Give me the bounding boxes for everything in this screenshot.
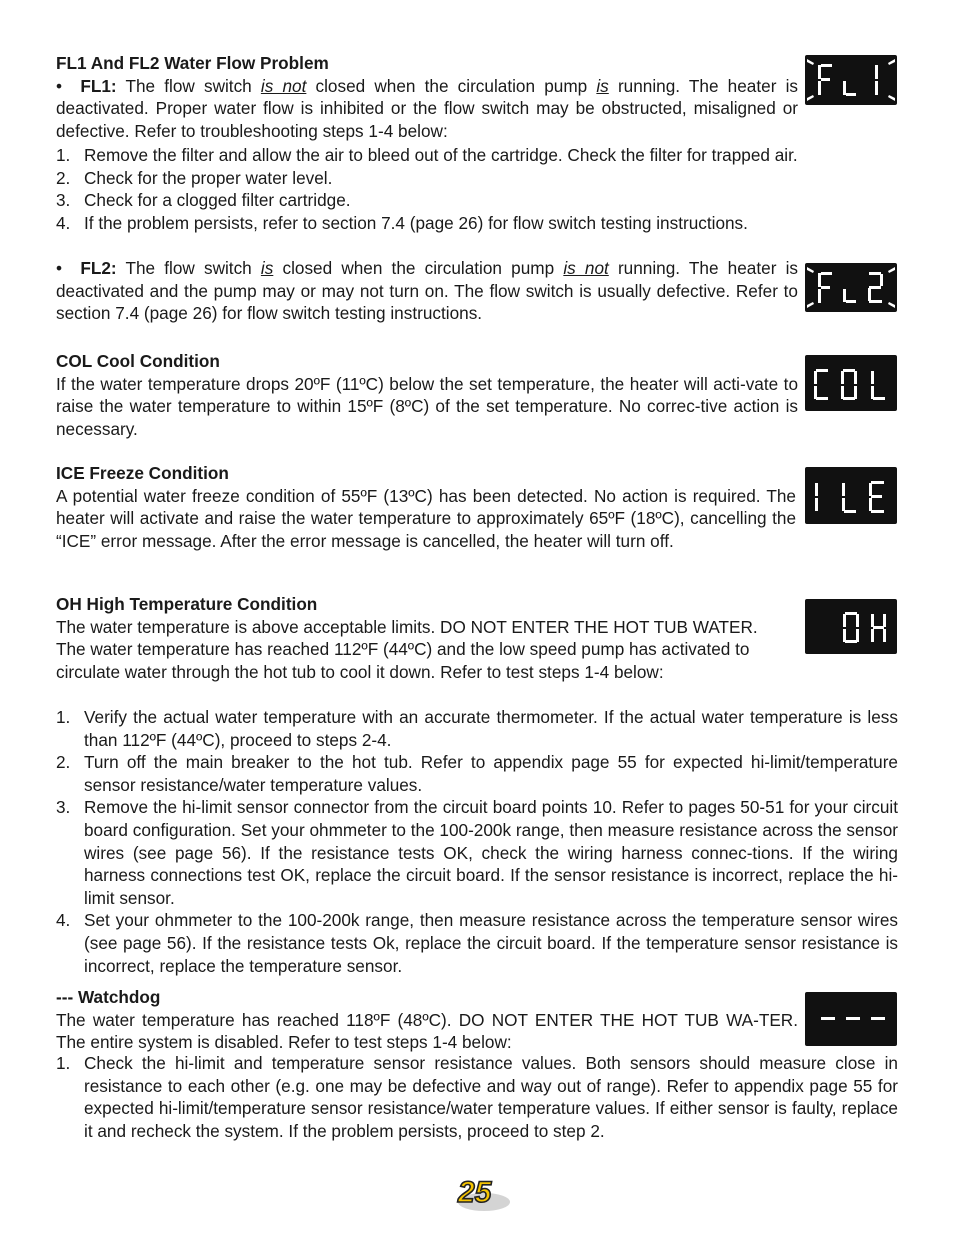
col-section bbox=[56, 350, 798, 440]
fl2-text-1: The flow switch bbox=[116, 258, 261, 278]
step-text: Turn off the main breaker to the hot tub. Refer to appendix page 55 for expected hi-limit/temperature sensor resistance/water temperature values. bbox=[84, 752, 898, 795]
list-item: 1. Verify the actual water temperature with an accurate thermometer. If the actual water temperature is less than 112ºF (44ºC), proceed to steps 2-4. bbox=[56, 707, 898, 750]
display-oh bbox=[805, 599, 897, 654]
fl2-underline-1: is bbox=[260, 258, 274, 278]
step-text: Remove the filter and allow the air to bleed out of the cartridge. Check the filter for trapped air. bbox=[84, 145, 798, 165]
fl1-underline-1: is not bbox=[260, 75, 307, 96]
wd-heading: --- Watchdog bbox=[56, 987, 161, 1007]
oh-glyphs-icon bbox=[805, 599, 897, 654]
fl1-steps bbox=[56, 144, 898, 234]
fl1-text-2: closed when the circulation pump bbox=[306, 75, 597, 96]
fl2-text-3: running. The heater is deactivated and the pump may or may not turn on. The flow switch is usually defective. Refer to section 7.4 (page 26) for flow switch testing instructions. bbox=[56, 258, 798, 324]
wd-body: The water temperature has reached 118ºF (48ºC). DO NOT ENTER THE HOT TUB WA-TER. The entire system is disabled. Refer to test steps 1-4 below: bbox=[56, 1009, 798, 1053]
fl1-text-1: The flow switch bbox=[116, 75, 261, 96]
fl2-label: FL2: bbox=[80, 258, 117, 278]
wd-section bbox=[56, 986, 798, 1054]
display-watchdog bbox=[805, 992, 897, 1046]
fl2-glyphs-icon bbox=[805, 263, 897, 312]
ice-glyphs-icon bbox=[805, 467, 897, 524]
col-glyphs-icon bbox=[805, 355, 897, 411]
ice-body: A potential water freeze condition of 55ºF (13ºC) has been detected. No action is required. The heater will activate and raise the water temperature to approximately 65ºF (18ºC), cancelling the “ICE” error message. After the error message is cancelled, the heater will turn off. bbox=[56, 485, 796, 551]
fl2-underline-2: is not bbox=[563, 258, 609, 278]
display-col bbox=[805, 355, 897, 411]
list-item: 2. Turn off the main breaker to the hot tub. Refer to appendix page 55 for expected hi-limit/temperature sensor resistance/water temperature values. bbox=[56, 752, 898, 795]
ice-heading: ICE Freeze Condition bbox=[56, 463, 229, 483]
step-text: Remove the hi-limit sensor connector from the circuit board points 10. Refer to pages 50-51 for your circuit board configuration. Set your ohmmeter to the 100-200k range, then measure resistance across the sensor wires (see page 56). If the resistance tests OK, check the wiring harness connec-tions. If the wiring harness connections test OK, replace the circuit board. If the sensor resistance is incorrect, replace the hi-limit sensor. bbox=[84, 797, 898, 908]
list-item: 1. Remove the filter and allow the air to bleed out of the cartridge. Check the filter for trapped air. bbox=[56, 145, 798, 165]
list-item: 4. If the problem persists, refer to section 7.4 (page 26) for flow switch testing instructions. bbox=[56, 212, 748, 233]
step-text: Check for the proper water level. bbox=[84, 167, 333, 188]
col-body: If the water temperature drops 20ºF (11ºC) below the set temperature, the heater will acti-vate to raise the water temperature to within 15ºF (8ºC) of the set temperature. No correc-tive action is necessary. bbox=[56, 373, 798, 439]
fl1-paragraph: • FL1: The flow switch is not closed when the circulation pump is running. The heater is deactivated. Proper water flow is inhibited or the flow switch may be obstructed, misaligned or defective. Refer to troubleshooting steps 1-4 below: bbox=[56, 75, 798, 141]
fl1-glyphs-icon bbox=[805, 55, 897, 105]
oh-body: The water temperature is above acceptable limits. DO NOT ENTER THE HOT TUB WATER. The water temperature has reached 112ºF (44ºC) and the low speed pump has activated to circulate water through the hot tub to cool it down. Refer to test steps 1-4 below: bbox=[56, 616, 758, 682]
wd-steps bbox=[56, 1052, 898, 1142]
dashes-glyphs-icon bbox=[805, 992, 897, 1046]
oh-heading: OH High Temperature Condition bbox=[56, 594, 318, 614]
display-fl1 bbox=[805, 55, 897, 105]
page-number-text: 25 bbox=[458, 1176, 492, 1209]
oh-section bbox=[56, 593, 768, 683]
fl2-paragraph: • FL2: The flow switch is closed when the circulation pump is not running. The heater is deactivated and the pump may or may not turn on. The flow switch is usually defective. Refer to section 7.4 (page 26) for flow switch testing instructions. bbox=[56, 258, 798, 324]
oh-steps bbox=[56, 706, 898, 977]
page-number bbox=[456, 1172, 516, 1216]
col-heading: COL Cool Condition bbox=[56, 351, 220, 371]
fl1-underline-2: is bbox=[596, 75, 609, 96]
step-text: Set your ohmmeter to the 100-200k range, then measure resistance across the temperature sensor wires (see page 56). If the resistance tests Ok, replace the circuit board. If the temperature sensor resistance is incorrect, replace the temperature sensor. bbox=[84, 910, 898, 976]
list-item: 2. Check for the proper water level. bbox=[56, 167, 333, 188]
step-text: If the problem persists, refer to section 7.4 (page 26) for flow switch testing instructions. bbox=[84, 212, 748, 233]
step-text: Check for a clogged filter cartridge. bbox=[84, 190, 351, 211]
step-text: Verify the actual water temperature with an accurate thermometer. If the actual water temperature is less than 112ºF (44ºC), proceed to steps 2-4. bbox=[84, 707, 898, 750]
fl2-text-2: closed when the circulation pump bbox=[273, 258, 564, 278]
list-item: 4. Set your ohmmeter to the 100-200k range, then measure resistance across the temperature sensor wires (see page 56). If the resistance tests Ok, replace the circuit board. If the temperature sensor resistance is incorrect, replace the temperature sensor. bbox=[56, 910, 898, 976]
list-item: 3. Check for a clogged filter cartridge. bbox=[56, 190, 351, 211]
step-text: Check the hi-limit and temperature sensor resistance values. Both sensors should measure close in resistance to each other (e.g. one may be defective and way out of range). Refer to appendix page 55 for expected hi-limit/temperature sensor resistance/water temperature values. If either sensor is faulty, replace it and recheck the system. If the problem persists, proceed to step 2. bbox=[84, 1053, 898, 1141]
fl1-label: FL1: bbox=[80, 75, 117, 96]
list-item: 3. Remove the hi-limit sensor connector from the circuit board points 10. Refer to pages 50-51 for your circuit board configuration. Set your ohmmeter to the 100-200k range, then measure resistance across the sensor wires (see page 56). If the resistance tests OK, check the wiring harness connec-tions. If the wiring harness connections test OK, replace the circuit board. If the sensor resistance is incorrect, replace the hi-limit sensor. bbox=[56, 797, 898, 908]
display-fl2 bbox=[805, 263, 897, 312]
fl2-block bbox=[56, 257, 798, 325]
fl-heading: FL1 And FL2 Water Flow Problem bbox=[56, 53, 329, 73]
fl1-text-3: running. The heater is deactivated. Proper water flow is inhibited or the flow switch may be obstructed, misaligned or defective. Refer to troubleshooting steps 1-4 below: bbox=[56, 75, 798, 141]
ice-section bbox=[56, 462, 796, 552]
page-number-graphic bbox=[456, 1172, 516, 1216]
fl-section bbox=[56, 52, 798, 142]
list-item: 1. Check the hi-limit and temperature sensor resistance values. Both sensors should measure close in resistance to each other (e.g. one may be defective and way out of range). Refer to appendix page 55 for expected hi-limit/temperature sensor resistance/water temperature values. If either sensor is faulty, replace it and recheck the system. If the problem persists, proceed to step 2. bbox=[56, 1053, 898, 1141]
display-ice bbox=[805, 467, 897, 524]
